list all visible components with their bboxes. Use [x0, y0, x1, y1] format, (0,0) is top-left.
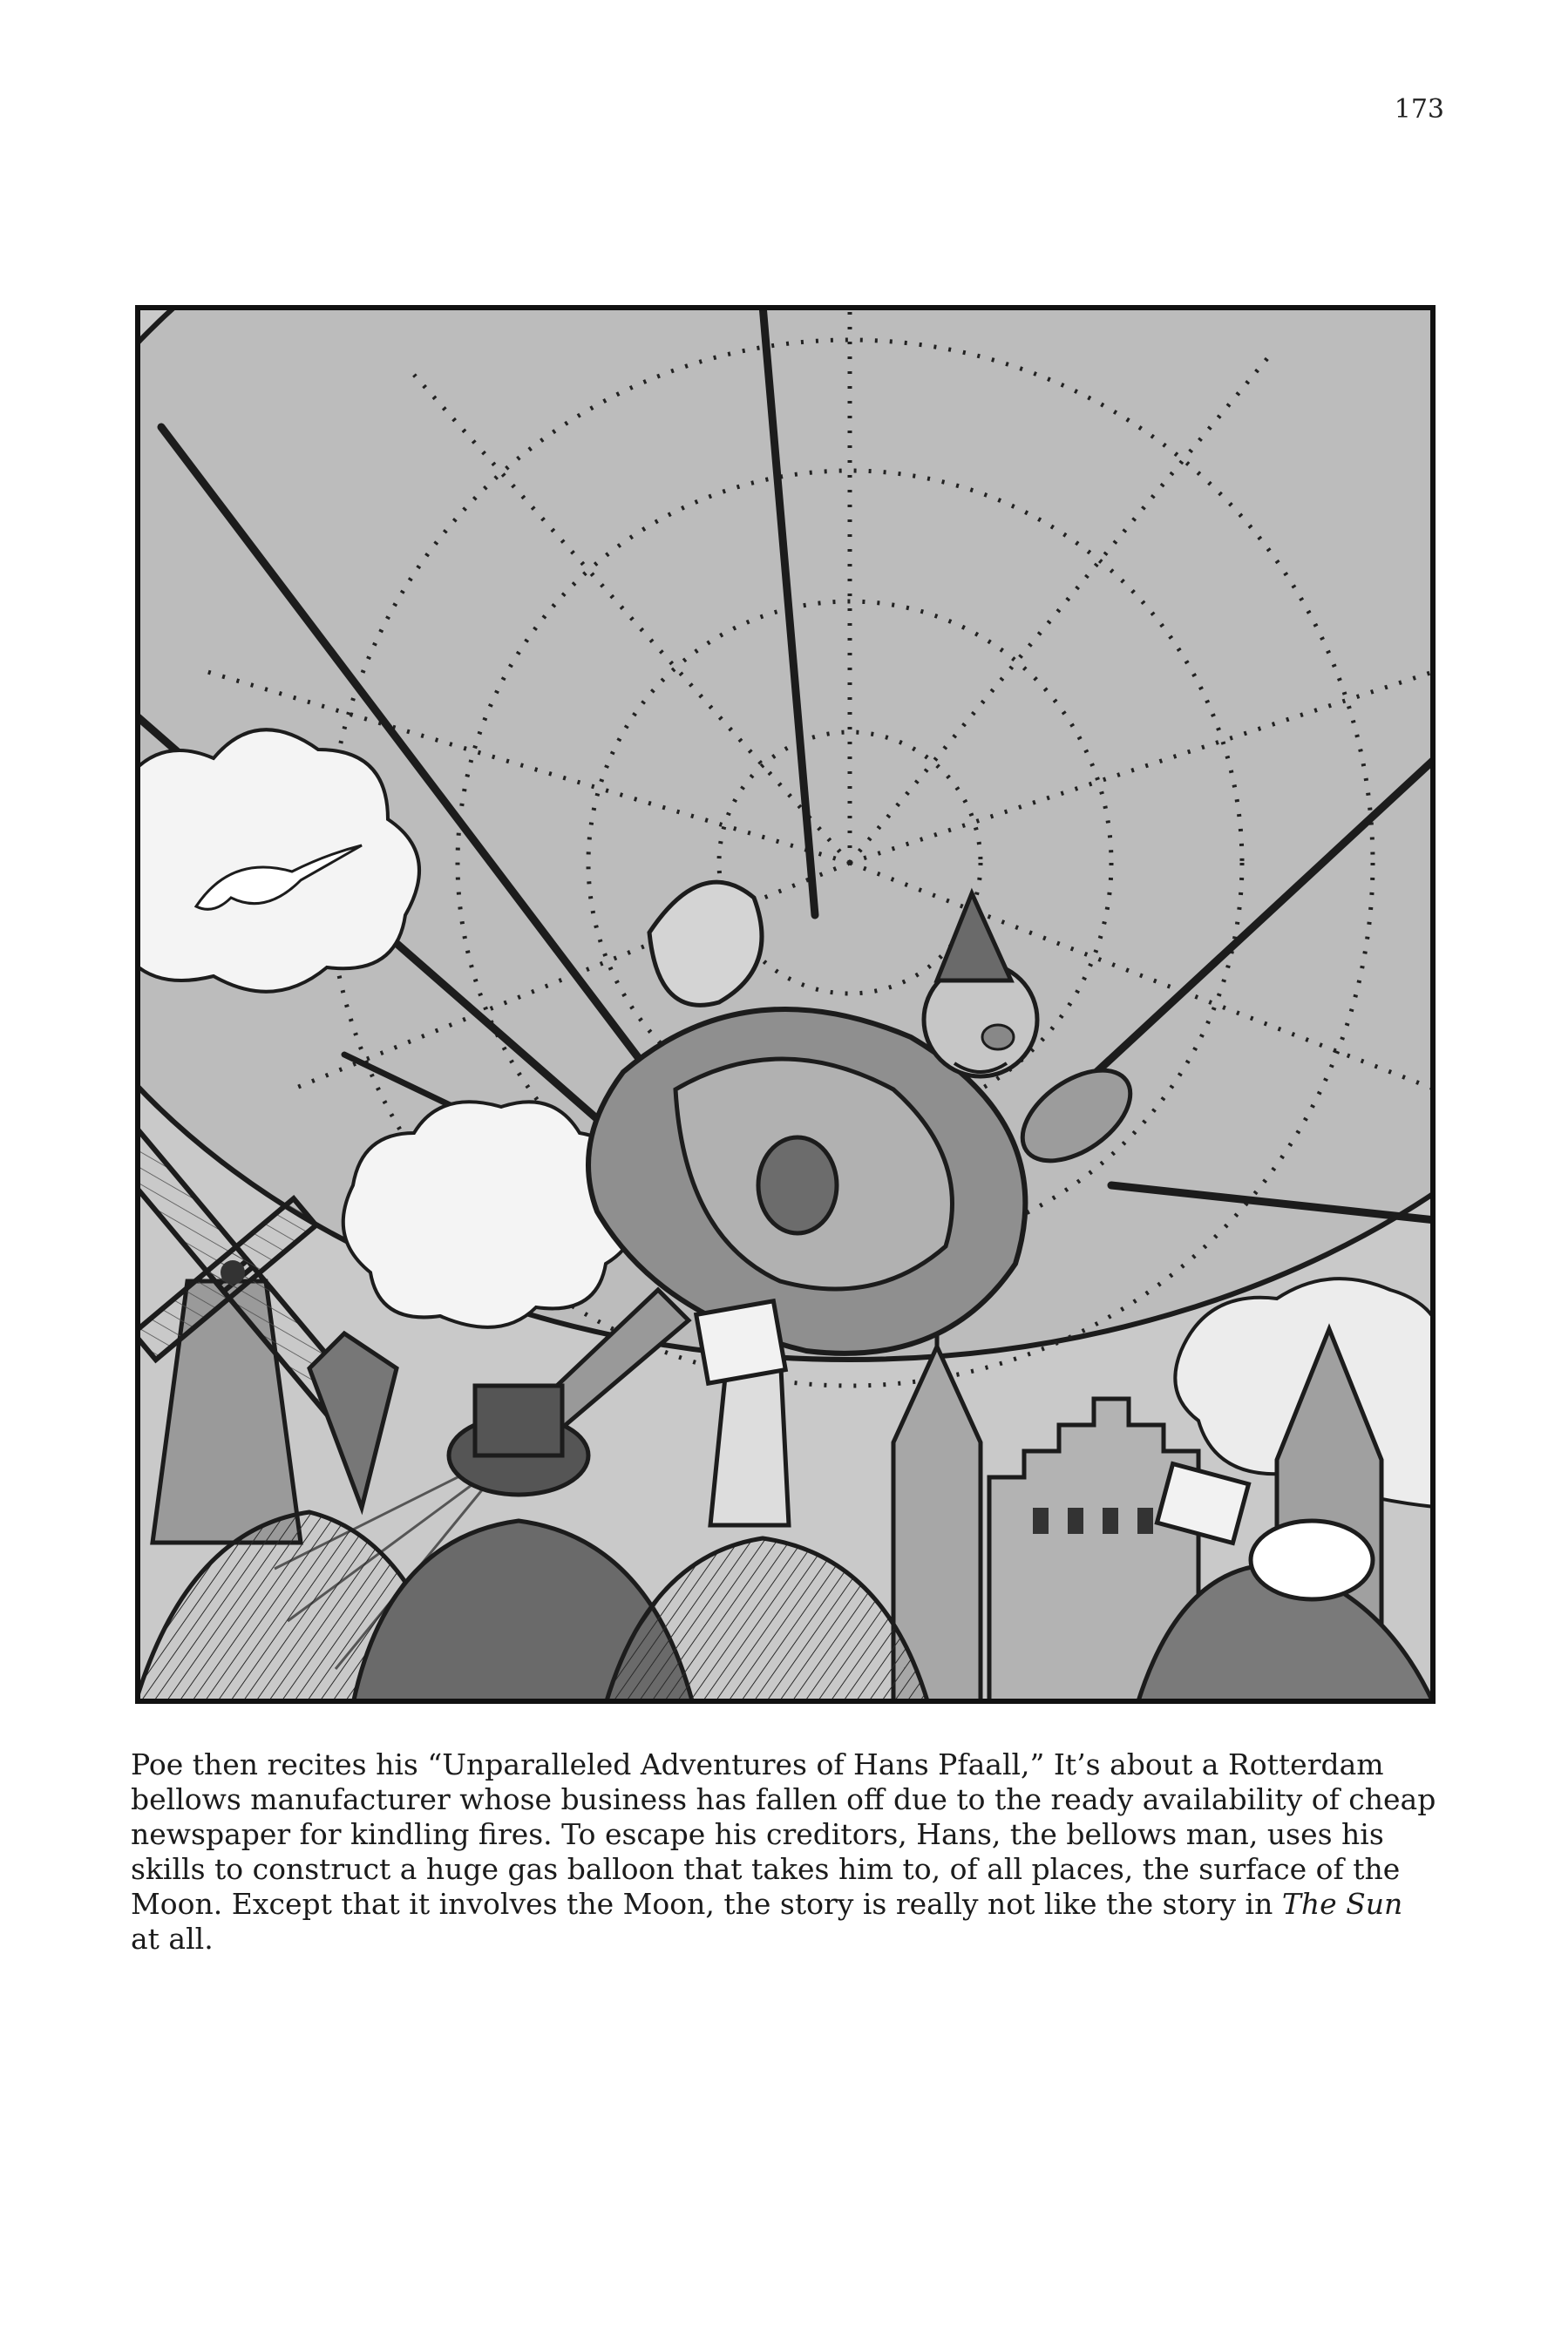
page-number: 173 [1394, 94, 1444, 125]
caption-text-end: at all. [131, 1922, 214, 1956]
caption-title-italic: The Sun [1281, 1887, 1403, 1921]
balloon-illustration [135, 305, 1436, 1704]
caption-text-main: Poe then recites his “Unparalleled Adventures of Hans Pfaall,” It’s about a Rotterdam bellows manufacturer whose business has fallen off due to the ready availability of cheap newspaper for kindling fires. To escape his creditors, Hans, the bellows man, uses his skills to construct a huge gas balloon that takes him to, of all places, the surface of the Moon. Except that it involves the Moon, the story is really not like the story in [131, 1747, 1436, 1921]
caption-paragraph [131, 1747, 1438, 1957]
illustration-panel [135, 305, 1436, 1704]
